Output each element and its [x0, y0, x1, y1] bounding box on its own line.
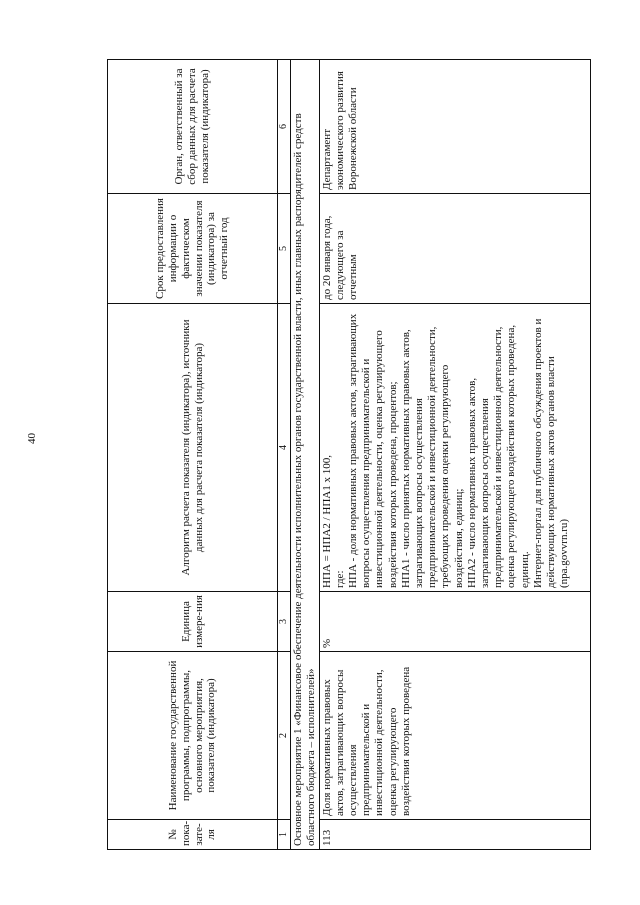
column-number: 4	[278, 304, 291, 592]
column-number: 3	[278, 592, 291, 652]
header-deadline: Срок предоставления информации о фактическом значении показателя (индикатора) за отчетный год	[108, 194, 278, 304]
algorithm-source: Интернет-портал для публичного обсуждения проектов и действующих нормативных актов органов власти (npa.govvrn.ru)	[531, 318, 571, 588]
section-title: Основное мероприятие 1 «Финансовое обеспечение деятельности исполнительных органов государственной власти, иных главных распорядителей средств областного бюджета – исполнителей»	[290, 60, 319, 850]
indicator-table-wrapper	[107, 60, 591, 850]
header-indicator-name: Наименование государственной программы, подпрограммы, основного мероприятия, показателя (индикатора)	[108, 652, 278, 820]
header-algorithm: Алгоритм расчета показателя (индикатора), источники данных для расчета показателя (индикатора)	[108, 304, 278, 592]
column-number: 6	[278, 60, 291, 194]
table-row	[319, 60, 590, 850]
row-deadline: до 20 января года, следующего за отчетным	[319, 194, 590, 304]
row-responsible: Департамент экономического развития Воронежской области	[319, 60, 590, 194]
row-unit: %	[319, 592, 590, 652]
algorithm-line: НПА - доля нормативных правовых актов, затрагивающих вопросы осуществления предпринимательской и инвестиционной деятельности, оценка регулирующего воздействия которых проведена, процентов;	[347, 313, 399, 588]
algorithm-line: где:	[333, 570, 346, 588]
page-number: 40	[26, 433, 38, 444]
algorithm-line: НПА1 - число принятых нормативных правовых актов, затрагивающих вопросы осуществления предпринимательской и инвестиционной деятельности, требующих проведения оценки регулирующего воздействия, единиц;	[399, 326, 465, 588]
row-indicator-name: Доля нормативных правовых актов, затрагивающих вопросы осуществления предпринимательской и инвестиционной деятельности, оценка регулирующего воздействия которых проведена	[319, 652, 590, 820]
column-number: 2	[278, 652, 291, 820]
row-algorithm	[319, 304, 590, 592]
header-row	[108, 60, 278, 850]
column-number: 1	[278, 820, 291, 850]
algorithm-line: НПА = НПА2 / НПА1 х 100,	[320, 454, 333, 588]
column-number-row	[278, 60, 291, 850]
header-unit: Единица измере-ния	[108, 592, 278, 652]
section-row	[290, 60, 319, 850]
header-indicator-number: № пока-зате-ля	[108, 820, 278, 850]
header-responsible: Орган, ответственный за сбор данных для расчета показателя (индикатора)	[108, 60, 278, 194]
indicator-table	[107, 59, 591, 850]
algorithm-line: НПА2 - число нормативных правовых актов, затрагивающих вопросы осуществления предпринимательской и инвестиционной деятельности, оценка регулирующего воздействия которых проведена, единиц.	[465, 324, 531, 588]
row-number: 113	[319, 820, 590, 850]
column-number: 5	[278, 194, 291, 304]
